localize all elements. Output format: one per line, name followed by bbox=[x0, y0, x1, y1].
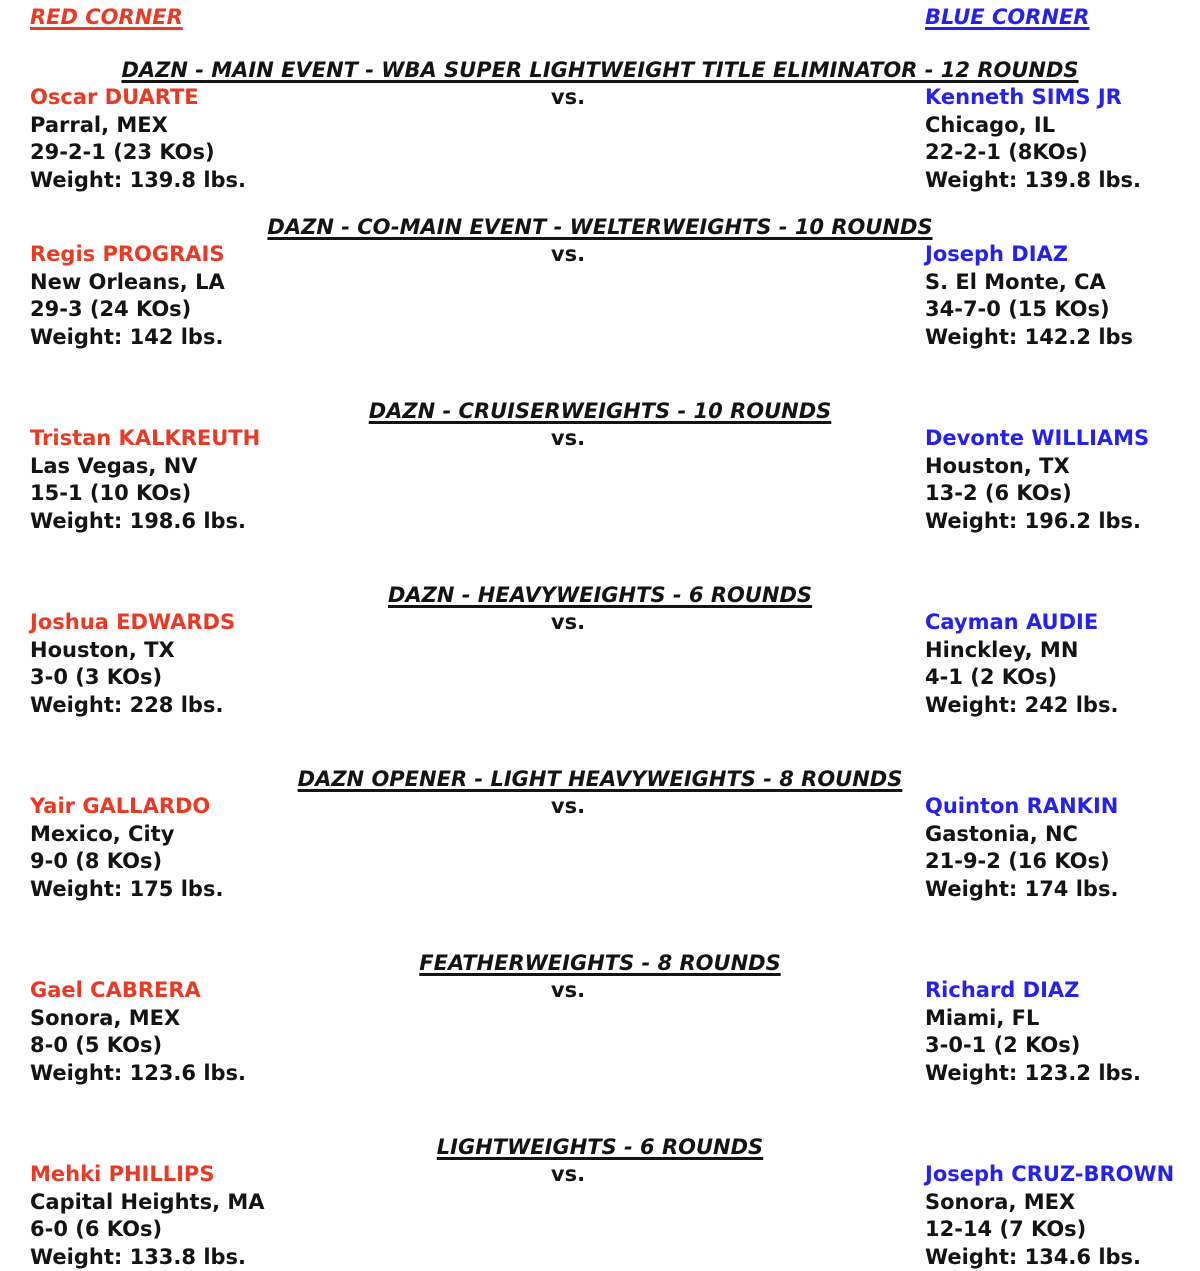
red-fighter-hometown: Houston, TX bbox=[30, 637, 175, 662]
blue-fighter bbox=[925, 84, 1141, 194]
vs-label: vs. bbox=[550, 794, 586, 818]
vs-label: vs. bbox=[550, 610, 586, 634]
bout-row bbox=[0, 793, 1200, 903]
bout bbox=[0, 765, 1200, 903]
blue-fighter bbox=[925, 1161, 1174, 1271]
red-fighter-name: Oscar DUARTE bbox=[30, 85, 199, 109]
blue-fighter-weight: Weight: 174 lbs. bbox=[925, 876, 1119, 901]
red-fighter-weight: Weight: 142 lbs. bbox=[30, 324, 224, 349]
blue-fighter-name: Quinton RANKIN bbox=[925, 794, 1119, 818]
vs-label: vs. bbox=[550, 242, 586, 266]
red-fighter-record: 29-2-1 (23 KOs) bbox=[30, 140, 215, 164]
bout bbox=[0, 1133, 1200, 1271]
blue-fighter-hometown: Houston, TX bbox=[925, 453, 1070, 478]
red-fighter-weight: Weight: 175 lbs. bbox=[30, 876, 224, 901]
bout-title: LIGHTWEIGHTS - 6 ROUNDS bbox=[436, 1135, 764, 1159]
blue-fighter-record: 3-0-1 (2 KOs) bbox=[925, 1033, 1081, 1057]
blue-fighter bbox=[925, 241, 1133, 351]
red-fighter-name: Joshua EDWARDS bbox=[30, 610, 236, 634]
red-fighter-weight: Weight: 123.6 lbs. bbox=[30, 1060, 247, 1085]
bout-title: FEATHERWEIGHTS - 8 ROUNDS bbox=[419, 951, 781, 975]
bout-row bbox=[0, 977, 1200, 1087]
bout bbox=[0, 56, 1200, 194]
blue-fighter-record: 4-1 (2 KOs) bbox=[925, 665, 1058, 689]
vs-label: vs. bbox=[550, 85, 586, 109]
red-fighter-name: Yair GALLARDO bbox=[30, 794, 211, 818]
blue-fighter-hometown: Hinckley, MN bbox=[925, 637, 1079, 662]
blue-fighter bbox=[925, 977, 1141, 1087]
blue-fighter-weight: Weight: 139.8 lbs. bbox=[925, 167, 1142, 192]
red-fighter-record: 15-1 (10 KOs) bbox=[30, 481, 192, 505]
red-fighter-record: 6-0 (6 KOs) bbox=[30, 1217, 163, 1241]
bout bbox=[0, 949, 1200, 1087]
red-fighter-record: 29-3 (24 KOs) bbox=[30, 297, 192, 321]
bout-row bbox=[0, 609, 1200, 719]
bout bbox=[0, 581, 1200, 719]
vs-label: vs. bbox=[550, 1162, 586, 1186]
blue-fighter-weight: Weight: 142.2 lbs bbox=[925, 324, 1134, 349]
blue-fighter-name: Cayman AUDIE bbox=[925, 610, 1099, 634]
bout-title: DAZN - MAIN EVENT - WBA SUPER LIGHTWEIGHT TITLE ELIMINATOR - 12 ROUNDS bbox=[121, 58, 1079, 82]
blue-fighter-name: Joseph CRUZ-BROWN bbox=[925, 1162, 1175, 1186]
blue-fighter-record: 21-9-2 (16 KOs) bbox=[925, 849, 1110, 873]
bout-title: DAZN - HEAVYWEIGHTS - 6 ROUNDS bbox=[387, 583, 813, 607]
bout-row bbox=[0, 241, 1200, 351]
red-fighter-weight: Weight: 198.6 lbs. bbox=[30, 508, 247, 533]
blue-fighter-name: Kenneth SIMS JR bbox=[925, 85, 1122, 109]
bout-row bbox=[0, 1161, 1200, 1271]
blue-fighter bbox=[925, 425, 1149, 535]
red-fighter-weight: Weight: 228 lbs. bbox=[30, 692, 224, 717]
blue-fighter-name: Joseph DIAZ bbox=[925, 242, 1069, 266]
red-fighter-name: Gael CABRERA bbox=[30, 978, 201, 1002]
red-fighter-record: 8-0 (5 KOs) bbox=[30, 1033, 163, 1057]
blue-fighter-weight: Weight: 196.2 lbs. bbox=[925, 508, 1142, 533]
red-fighter-hometown: Parral, MEX bbox=[30, 112, 168, 137]
bout-list bbox=[0, 56, 1200, 1271]
bout-row bbox=[0, 425, 1200, 535]
blue-fighter-name: Richard DIAZ bbox=[925, 978, 1080, 1002]
bout-title: DAZN - CO-MAIN EVENT - WELTERWEIGHTS - 10 ROUNDS bbox=[267, 215, 933, 239]
red-fighter-name: Mehki PHILLIPS bbox=[30, 1162, 215, 1186]
red-fighter-name: Regis PROGRAIS bbox=[30, 242, 225, 266]
red-fighter-hometown: Sonora, MEX bbox=[30, 1005, 181, 1030]
red-corner-label: RED CORNER bbox=[30, 5, 183, 29]
blue-fighter-hometown: Gastonia, NC bbox=[925, 821, 1078, 846]
red-fighter-hometown: Mexico, City bbox=[30, 821, 175, 846]
vs-label: vs. bbox=[550, 978, 586, 1002]
blue-fighter-name: Devonte WILLIAMS bbox=[925, 426, 1150, 450]
blue-fighter-record: 13-2 (6 KOs) bbox=[925, 481, 1072, 505]
red-fighter-record: 3-0 (3 KOs) bbox=[30, 665, 163, 689]
corner-header-row bbox=[0, 0, 1200, 30]
red-fighter-hometown: Las Vegas, NV bbox=[30, 453, 198, 478]
red-fighter-hometown: Capital Heights, MA bbox=[30, 1189, 265, 1214]
red-fighter-hometown: New Orleans, LA bbox=[30, 269, 225, 294]
blue-fighter bbox=[925, 793, 1118, 903]
blue-fighter-hometown: Sonora, MEX bbox=[925, 1189, 1076, 1214]
blue-fighter-weight: Weight: 123.2 lbs. bbox=[925, 1060, 1142, 1085]
blue-fighter-record: 34-7-0 (15 KOs) bbox=[925, 297, 1110, 321]
blue-fighter-record: 22-2-1 (8KOs) bbox=[925, 140, 1088, 164]
blue-fighter-weight: Weight: 134.6 lbs. bbox=[925, 1244, 1142, 1269]
red-fighter-name: Tristan KALKREUTH bbox=[30, 426, 261, 450]
blue-fighter-hometown: S. El Monte, CA bbox=[925, 269, 1106, 294]
bout-title: DAZN OPENER - LIGHT HEAVYWEIGHTS - 8 ROUNDS bbox=[297, 767, 903, 791]
bout-title: DAZN - CRUISERWEIGHTS - 10 ROUNDS bbox=[368, 399, 832, 423]
red-fighter-weight: Weight: 139.8 lbs. bbox=[30, 167, 247, 192]
blue-corner-label: BLUE CORNER bbox=[925, 5, 1090, 29]
bout bbox=[0, 213, 1200, 351]
blue-fighter-record: 12-14 (7 KOs) bbox=[925, 1217, 1087, 1241]
bout bbox=[0, 397, 1200, 535]
blue-fighter-hometown: Chicago, IL bbox=[925, 112, 1056, 137]
blue-fighter bbox=[925, 609, 1118, 719]
vs-label: vs. bbox=[550, 426, 586, 450]
blue-fighter-weight: Weight: 242 lbs. bbox=[925, 692, 1119, 717]
red-fighter-record: 9-0 (8 KOs) bbox=[30, 849, 163, 873]
red-fighter-weight: Weight: 133.8 lbs. bbox=[30, 1244, 247, 1269]
blue-fighter-hometown: Miami, FL bbox=[925, 1005, 1040, 1030]
bout-row bbox=[0, 84, 1200, 194]
